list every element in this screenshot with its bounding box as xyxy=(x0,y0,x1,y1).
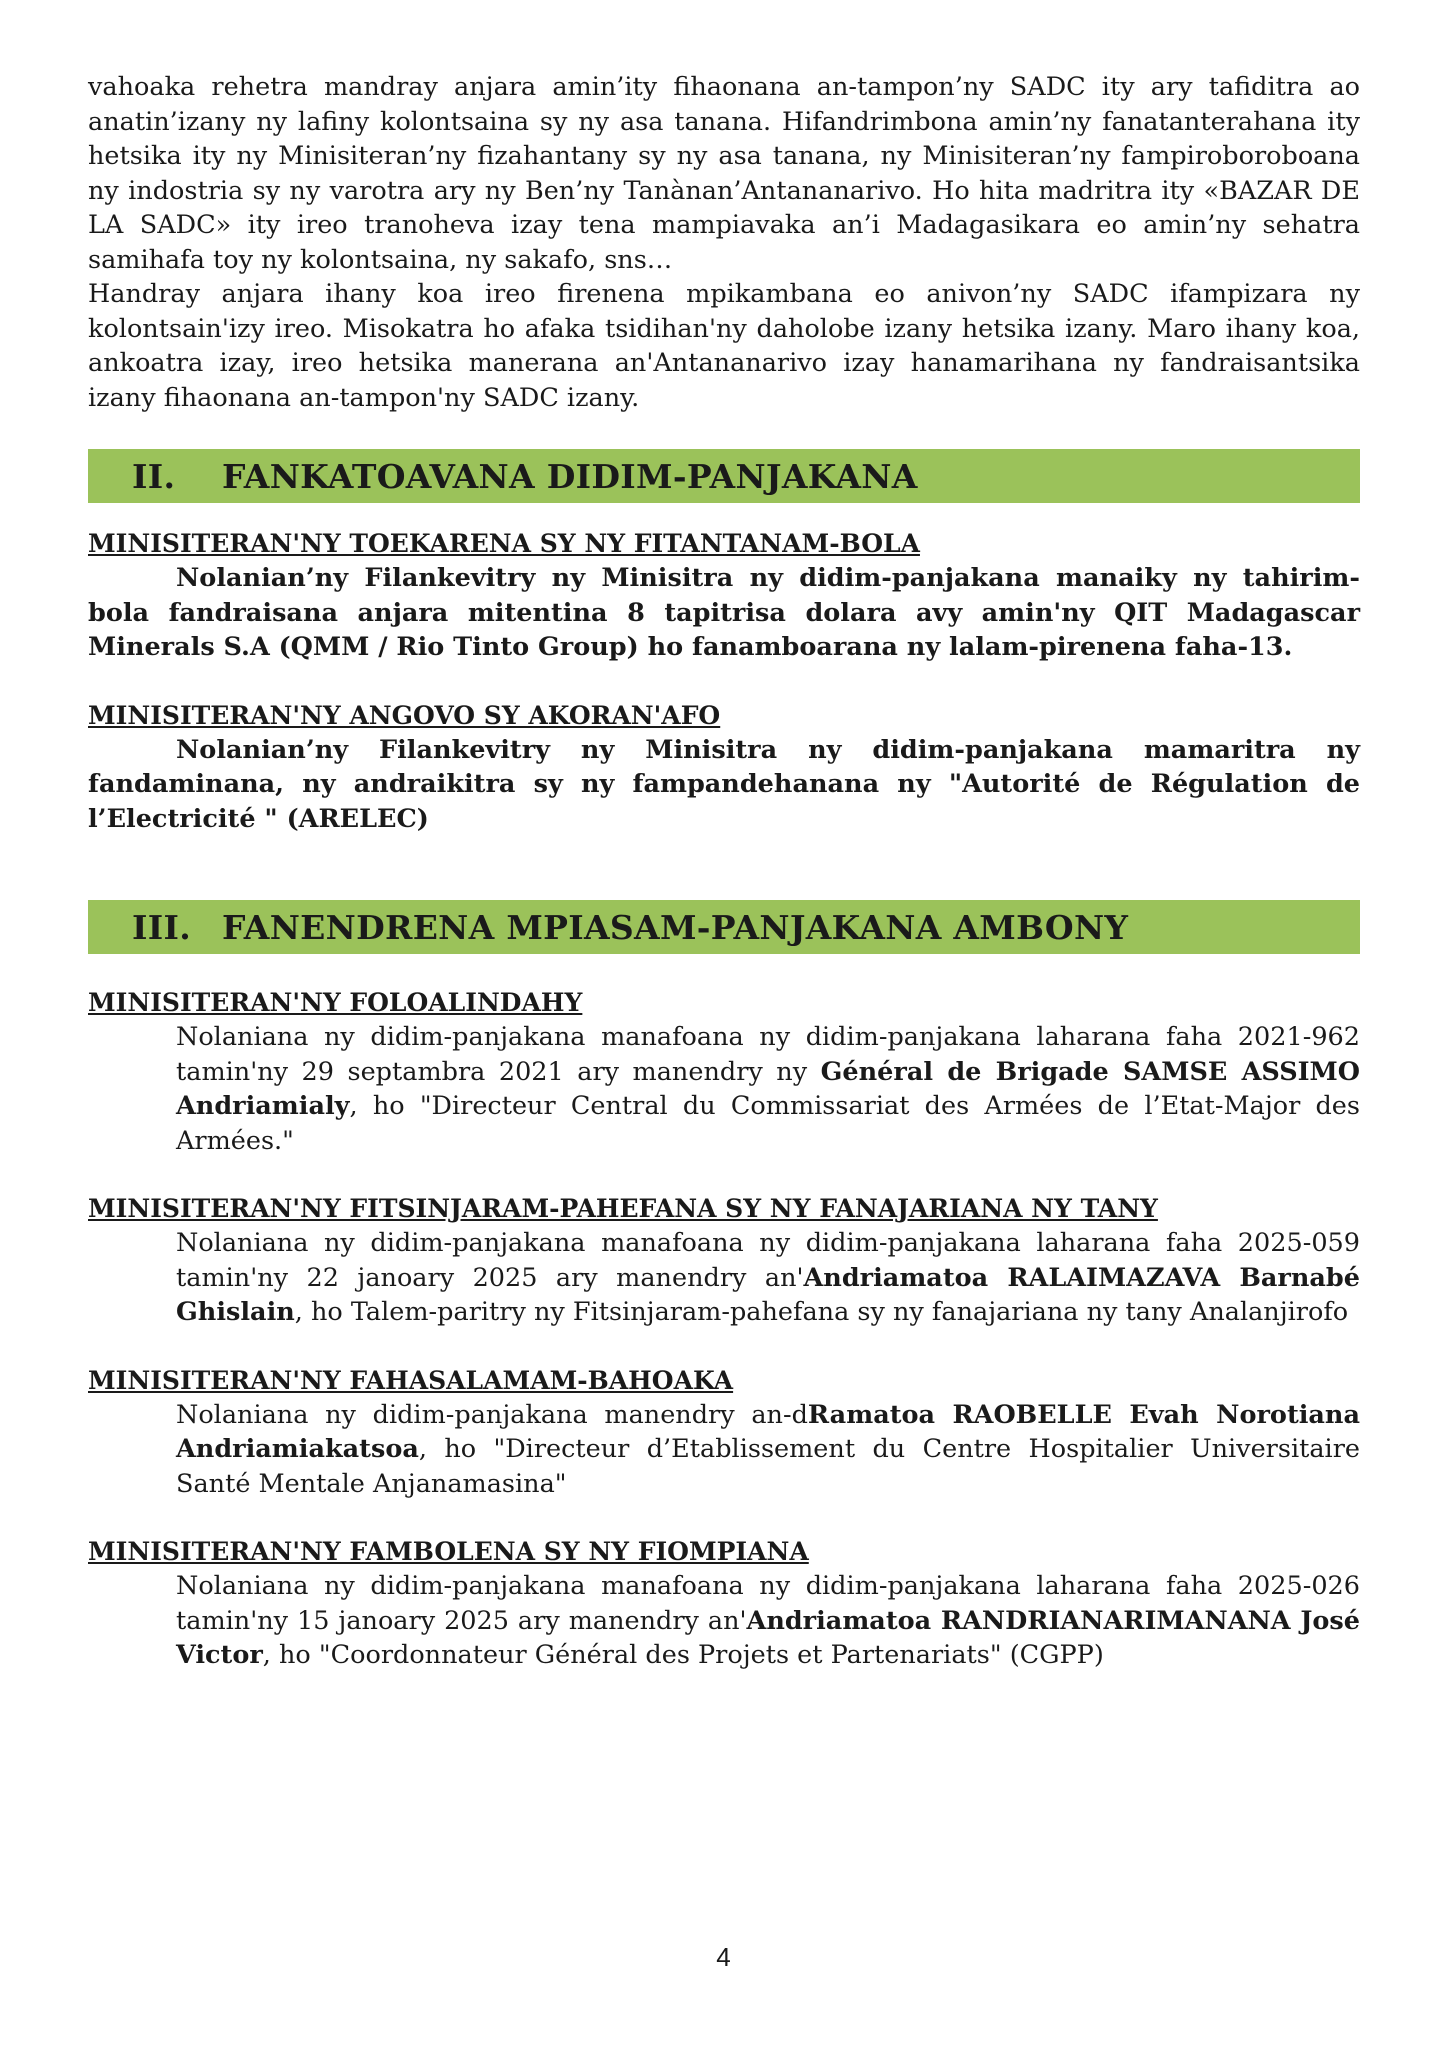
ministry-heading: MINISITERAN'NY ANGOVO SY AKORAN'AFO xyxy=(88,700,721,730)
section-heading-3 xyxy=(88,900,1360,954)
decision-text: Nolanian’ny Filankevitry ny Minisitra ny didim-panjakana manaiky ny tahirim-bola fandraisana anjara mitentina 8 tapitrisa dolara avy amin'ny QIT Madagascar Minerals S.A (QMM / Rio Tinto Group) ho fanamboarana ny lalam-pirenena faha-13. xyxy=(88,563,1360,662)
intro-paragraphs xyxy=(88,70,1360,415)
ministry-heading: MINISITERAN'NY TOEKARENA SY NY FITANTANAM-BOLA xyxy=(88,529,920,558)
appointment-block xyxy=(88,986,1360,1158)
document-page xyxy=(88,70,1360,1673)
section-heading-2 xyxy=(88,449,1360,503)
ministry-heading: MINISITERAN'NY FAHASALAMAM-BAHOAKA xyxy=(88,1365,734,1395)
ministry-heading: MINISITERAN'NY FOLOALINDAHY xyxy=(88,988,583,1017)
ministry-heading: MINISITERAN'NY FAMBOLENA SY NY FIOMPIANA xyxy=(88,1537,809,1566)
section-title: FANENDRENA MPIASAM-PANJAKANA AMBONY xyxy=(222,907,1129,947)
section-number: III. xyxy=(132,907,191,947)
appointment-text-pre: Nolaniana ny didim-panjakana manafoana ny didim-panjakana laharana faha 2025-026 tamin'ny 15 janoary 2025 ary manendry an' xyxy=(176,1571,1360,1636)
page-number: 4 xyxy=(716,1942,731,1972)
appointment-block xyxy=(88,1192,1360,1330)
appointment-text xyxy=(88,1226,1360,1330)
appointment-text xyxy=(88,1020,1360,1158)
decision-block xyxy=(88,699,1360,837)
appointment-text-post: , ho Talem-paritry ny Fitsinjaram-pahefana sy ny fanajariana ny tany Analanjirofo xyxy=(294,1297,1349,1327)
decision-block xyxy=(88,527,1360,665)
appointee-name: Andriamatoa RALAIMAZAVA Barnabé Ghislain xyxy=(176,1262,1360,1327)
intro-paragraph: vahoaka rehetra mandray anjara amin’ity fihaonana an-tampon’ny SADC ity ary tafiditra ao anatin’izany ny lafiny kolontsaina sy ny asa tanana. Hifandrimbona amin’ny fanatanterahana ity hetsika ity ny Minisiteran’ny fizahantany sy ny asa tanana, ny Minisiteran’ny fampiroboroboana ny indostria sy ny varotra ary ny Ben’ny Tanànan’Antananarivo. Ho hita madritra ity «BAZAR DE LA SADC» ity ireo tranoheva izay tena mampiavaka an’i Madagasikara eo amin’ny sehatra samihafa toy ny kolontsaina, ny sakafo, sns… xyxy=(88,72,1360,275)
appointment-text xyxy=(88,1569,1360,1673)
appointee-name: Andriamatoa RANDRIANARIMANANA José Victor xyxy=(176,1605,1360,1670)
appointment-text-pre: Nolaniana ny didim-panjakana manafoana ny didim-panjakana laharana faha 2025-059 tamin'ny 22 janoary 2025 ary manendry an' xyxy=(176,1228,1360,1293)
ministry-heading: MINISITERAN'NY FITSINJARAM-PAHEFANA SY NY FANAJARIANA NY TANY xyxy=(88,1194,1158,1223)
appointment-text-post: , ho "Coordonnateur Général des Projets et Partenariats" (CGPP) xyxy=(262,1640,1104,1670)
appointment-block xyxy=(88,1535,1360,1673)
appointment-text-pre: Nolaniana ny didim-panjakana manendry an-d xyxy=(176,1399,808,1430)
decision-text: Nolanian’ny Filankevitry ny Minisitra ny didim-panjakana mamaritra ny fandaminana, ny andraikitra sy ny fampandehanana ny "Autorité de Régulation de l’Electricité " (ARELEC) xyxy=(88,734,1360,834)
appointment-text-pre: Nolaniana ny didim-panjakana manafoana ny didim-panjakana laharana faha 2021-962 tamin'ny 29 septambra 2021 ary manendry ny xyxy=(176,1022,1360,1087)
appointment-text xyxy=(88,1398,1360,1502)
section-number: II. xyxy=(132,456,176,496)
appointee-name: Général de Brigade SAMSE ASSIMO Andriamialy xyxy=(176,1056,1360,1121)
intro-paragraph: Handray anjara ihany koa ireo firenena mpikambana eo anivon’ny SADC ifampizara ny kolontsain'izy ireo. Misokatra ho afaka tsidihan'ny daholobe izany hetsika izany. Maro ihany koa, ankoatra izay, ireo hetsika manerana an'Antananarivo izay hanamarihana ny fandraisantsika izany fihaonana an-tampon'ny SADC izany. xyxy=(88,279,1360,413)
appointee-name: Ramatoa RAOBELLE Evah Norotiana Andriamiakatsoa xyxy=(176,1399,1360,1464)
appointment-text-post: , ho "Directeur Central du Commissariat des Armées de l’Etat-Major des Armées." xyxy=(176,1091,1360,1156)
appointment-block xyxy=(88,1364,1360,1502)
appointment-text-post: , ho "Directeur d’Etablissement du Centre Hospitalier Universitaire Santé Mentale Anjanamasina" xyxy=(176,1434,1360,1499)
section-title: FANKATOAVANA DIDIM-PANJAKANA xyxy=(222,456,918,496)
